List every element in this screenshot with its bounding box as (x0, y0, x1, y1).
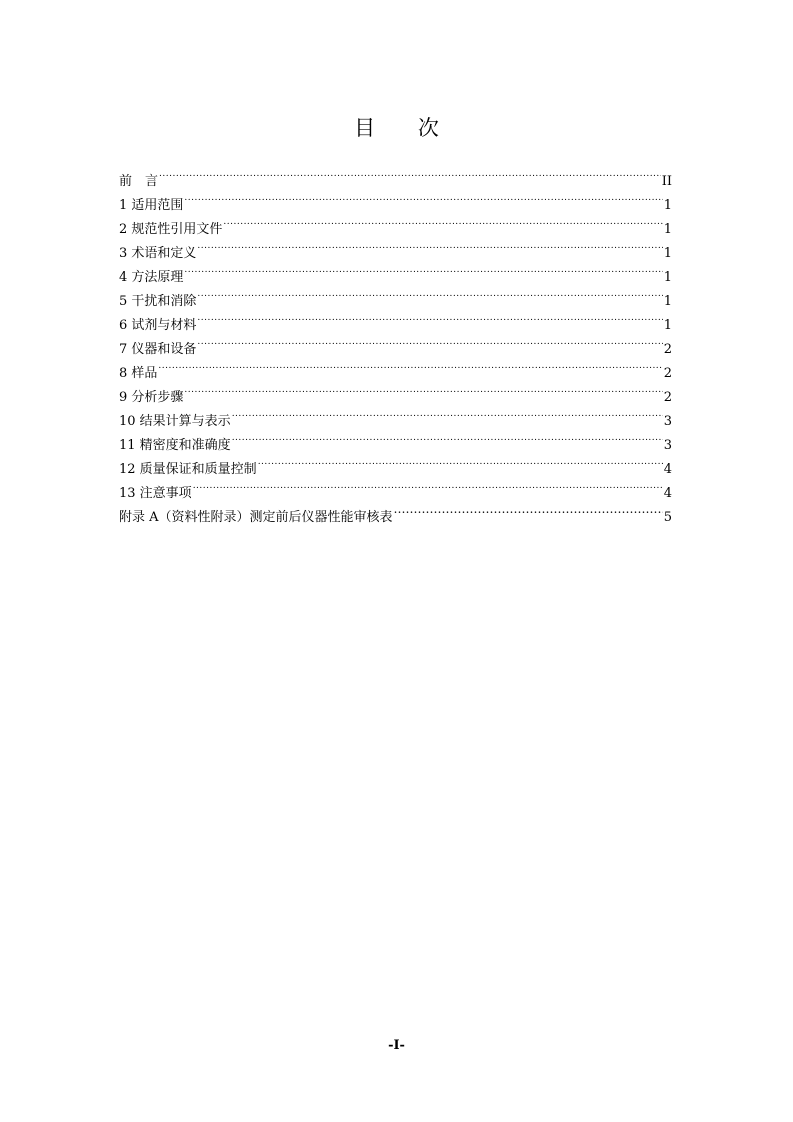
toc-entry-page: 1 (663, 222, 672, 237)
toc-leader-dots (232, 425, 663, 449)
toc-entry-1[interactable] (119, 185, 672, 213)
toc-title: 目 次 (354, 116, 457, 140)
toc-leader-dots (232, 401, 663, 425)
toc-entry-label: 1 适用范围 (119, 198, 184, 213)
toc-entry-label: 附录 A（资料性附录）测定前后仪器性能审核表 (119, 510, 393, 525)
toc-leader-dots (258, 449, 663, 473)
toc-entry-13[interactable] (119, 473, 672, 501)
toc-entry-3[interactable] (119, 233, 672, 261)
toc-entry-page: 2 (663, 342, 672, 357)
toc-entry-label: 5 干扰和消除 (119, 294, 197, 309)
toc-entry-label: 12 质量保证和质量控制 (119, 462, 257, 477)
toc-entry-page: 1 (663, 294, 672, 309)
toc-entry-foreword[interactable] (119, 161, 672, 189)
toc-leader-dots (197, 233, 662, 257)
toc-entry-7[interactable] (119, 329, 672, 357)
toc-entry-label: 9 分析步骤 (119, 390, 184, 405)
toc-entry-label: 11 精密度和准确度 (119, 438, 231, 453)
toc-entry-page: 1 (663, 246, 672, 261)
toc-entry-8[interactable] (119, 353, 672, 381)
toc-entry-label: 10 结果计算与表示 (119, 414, 231, 429)
toc-leader-dots (197, 305, 662, 329)
toc-entry-2[interactable] (119, 209, 672, 237)
toc-entry-page: 1 (663, 198, 672, 213)
toc-entry-label: 13 注意事项 (119, 486, 192, 501)
toc-entry-label: 6 试剂与材料 (119, 318, 197, 333)
toc-entry-label: 4 方法原理 (119, 270, 184, 285)
toc-leader-dots (223, 209, 662, 233)
toc-leader-dots (158, 353, 662, 377)
toc-entry-page: 3 (663, 414, 672, 429)
toc-entry-label: 3 术语和定义 (119, 246, 197, 261)
toc-entry-page: 4 (663, 462, 672, 477)
toc-entry-page: 5 (663, 510, 672, 525)
toc-entry-page: 3 (663, 438, 672, 453)
toc-entry-10[interactable] (119, 401, 672, 429)
toc-entry-label: 7 仪器和设备 (119, 342, 197, 357)
table-of-contents (119, 161, 672, 525)
toc-leader-dots (184, 257, 662, 281)
toc-leader-dots (197, 329, 662, 353)
toc-entry-page: 2 (663, 366, 672, 381)
toc-leader-dots (159, 161, 661, 185)
toc-leader-dots (197, 281, 662, 305)
toc-entry-label: 2 规范性引用文件 (119, 222, 223, 237)
page-number: -I- (388, 1038, 405, 1053)
toc-leader-dots (184, 377, 662, 401)
toc-leader-dots (193, 473, 663, 497)
toc-entry-page: 2 (663, 390, 672, 405)
toc-entry-6[interactable] (119, 305, 672, 333)
toc-entry-9[interactable] (119, 377, 672, 405)
toc-leader-dots (394, 497, 663, 521)
toc-entry-appendix-a[interactable] (119, 497, 672, 525)
toc-entry-5[interactable] (119, 281, 672, 309)
toc-entry-4[interactable] (119, 257, 672, 285)
toc-leader-dots (184, 185, 662, 209)
toc-entry-page: 1 (663, 270, 672, 285)
toc-entry-page: 4 (663, 486, 672, 501)
toc-entry-label: 前 言 (119, 174, 159, 189)
toc-entry-page: 1 (663, 318, 672, 333)
toc-entry-page: II (661, 174, 672, 189)
toc-entry-label: 8 样品 (119, 366, 158, 381)
